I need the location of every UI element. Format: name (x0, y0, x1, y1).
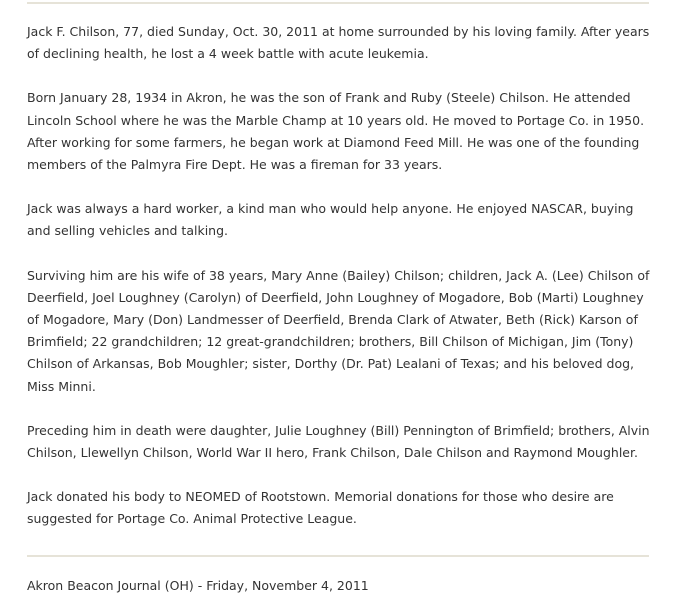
publication-source-line: Akron Beacon Journal (OH) - Friday, November 4, 2011 (27, 578, 369, 593)
obituary-paragraph-preceded-in-death: Preceding him in death were daughter, Julie Loughney (Bill) Pennington of Brimfield; brothers, Alvin Chilson, Llewellyn Chilson, World War II hero, Frank Chilson, Dale Chilson and Raymond Moughler. (27, 422, 650, 461)
obituary-paragraph-survivors: Surviving him are his wife of 38 years, Mary Anne (Bailey) Chilson; children, Jack A. (Lee) Chilson of Deerfield, Joel Loughney (Carolyn) of Deerfield, John Loughney of Mogadore, Bob (Marti) Loughney of Mogadore, Mary (Don) Landmesser of Deerfield, Brenda Clark of Atwater, Beth (Rick) Karson of Brimfield; 22 grandchildren; 12 great-grandchildren; brothers, Bill Chilson of Michigan, Jim (Tony) Chilson of Arkansas, Bob Moughler; sister, Dorthy (Dr. Pat) Lealani of Texas; and his beloved dog, Miss Minni. (27, 267, 650, 394)
obituary-article (27, 21, 652, 553)
obituary-paragraph-death-notice: Jack F. Chilson, 77, died Sunday, Oct. 30, 2011 at home surrounded by his loving family. After years of declining health, he lost a 4 week battle with acute leukemia. (27, 24, 650, 62)
obituary-paragraph-memorials: Jack donated his body to NEOMED of Rootstown. Memorial donations for those who desire are suggested for Portage Co. Animal Protective League. (27, 489, 614, 527)
top-divider (27, 2, 649, 4)
bottom-divider (27, 555, 649, 557)
obituary-paragraph-biography: Born January 28, 1934 in Akron, he was the son of Frank and Ruby (Steele) Chilson. He attended Lincoln School where he was the Marble Champ at 10 years old. He moved to Portage Co. in 1950. After working for some farmers, he began work at Diamond Feed Mill. He was one of the founding members of the Palmyra Fire Dept. He was a fireman for 33 years. (27, 90, 645, 173)
obituary-paragraph-character: Jack was always a hard worker, a kind man who would help anyone. He enjoyed NASCAR, buying and selling vehicles and talking. (27, 201, 634, 239)
